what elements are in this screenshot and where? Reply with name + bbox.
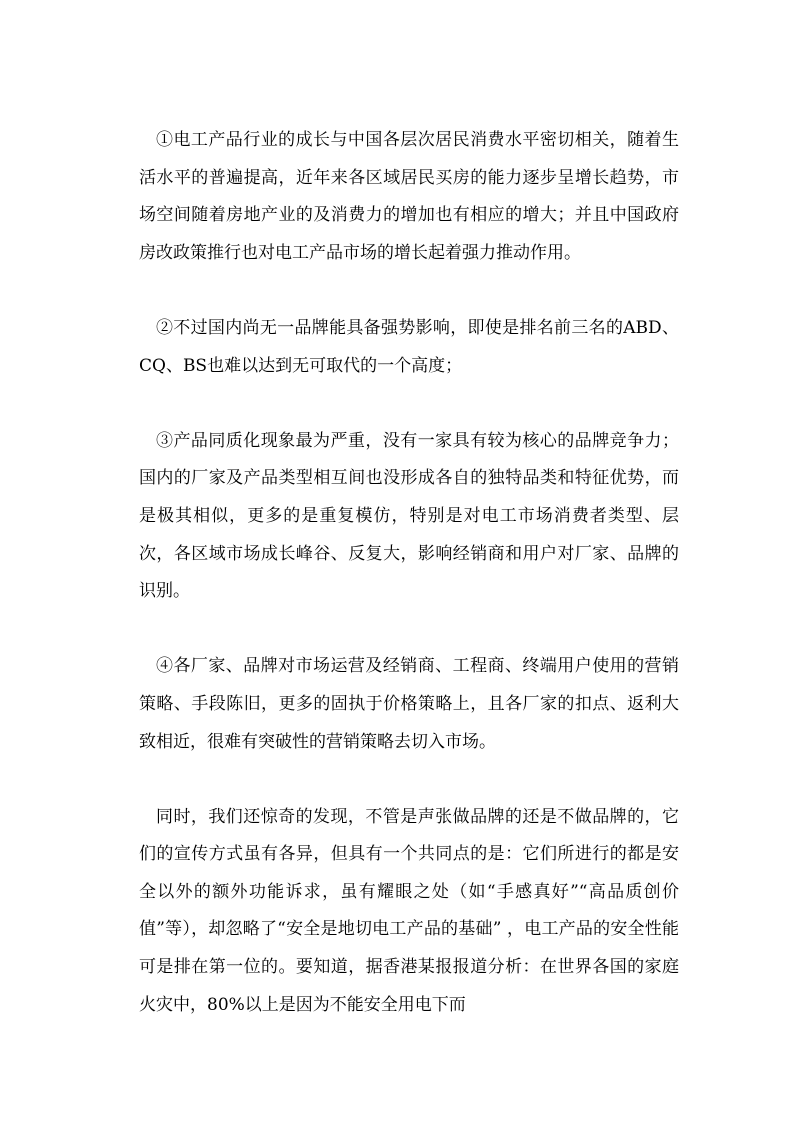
paragraph-1: ①电工产品行业的成长与中国各层次居民消费水平密切相关，随着生活水平的普遍提高，近年来各区域居民买房的能力逐步呈增长趋势，市场空间随着房地产业的及消费力的增加也有相应的增大；并且中国政府房改政策推行也对电工产品市场的增长起着强力推动作用。 [139, 130, 679, 263]
document-body [139, 122, 679, 1024]
paragraph-5: 同时，我们还惊奇的发现，不管是声张做品牌的还是不做品牌的，它们的宣传方式虽有各异，但具有一个共同点的是：它们所进行的都是安全以外的额外功能诉求，虽有耀眼之处（如“手感真好”“高品质创价值”等），却忽略了“安全是地切电工产品的基础” ，电工产品的安全性能可是排在第一位的。要知道，据香港某报报道分析：在世界各国的家庭火灾中，80%以上是因为不能安全用电下而 [139, 806, 679, 1015]
paragraph-3: ③产品同质化现象最为严重，没有一家具有较为核心的品牌竞争力；国内的厂家及产品类型相互间也没形成各自的独特品类和特征优势，而是极其相似，更多的是重复模仿，特别是对电工市场消费者类型、层次，各区域市场成长峰谷、反复大，影响经销商和用户对厂家、品牌的识别。 [139, 430, 679, 602]
paragraph-4: ④各厂家、品牌对市场运营及经销商、工程商、终端用户使用的营销策略、手段陈旧，更多的固执于价格策略上，且各厂家的扣点、返利大致相近，很难有突破性的营销策略去切入市场。 [139, 656, 679, 752]
paragraph-2: ②不过国内尚无一品牌能具备强势影响，即使是排名前三名的ABD、CQ、BS也难以达到无可取代的一个高度； [139, 317, 679, 376]
